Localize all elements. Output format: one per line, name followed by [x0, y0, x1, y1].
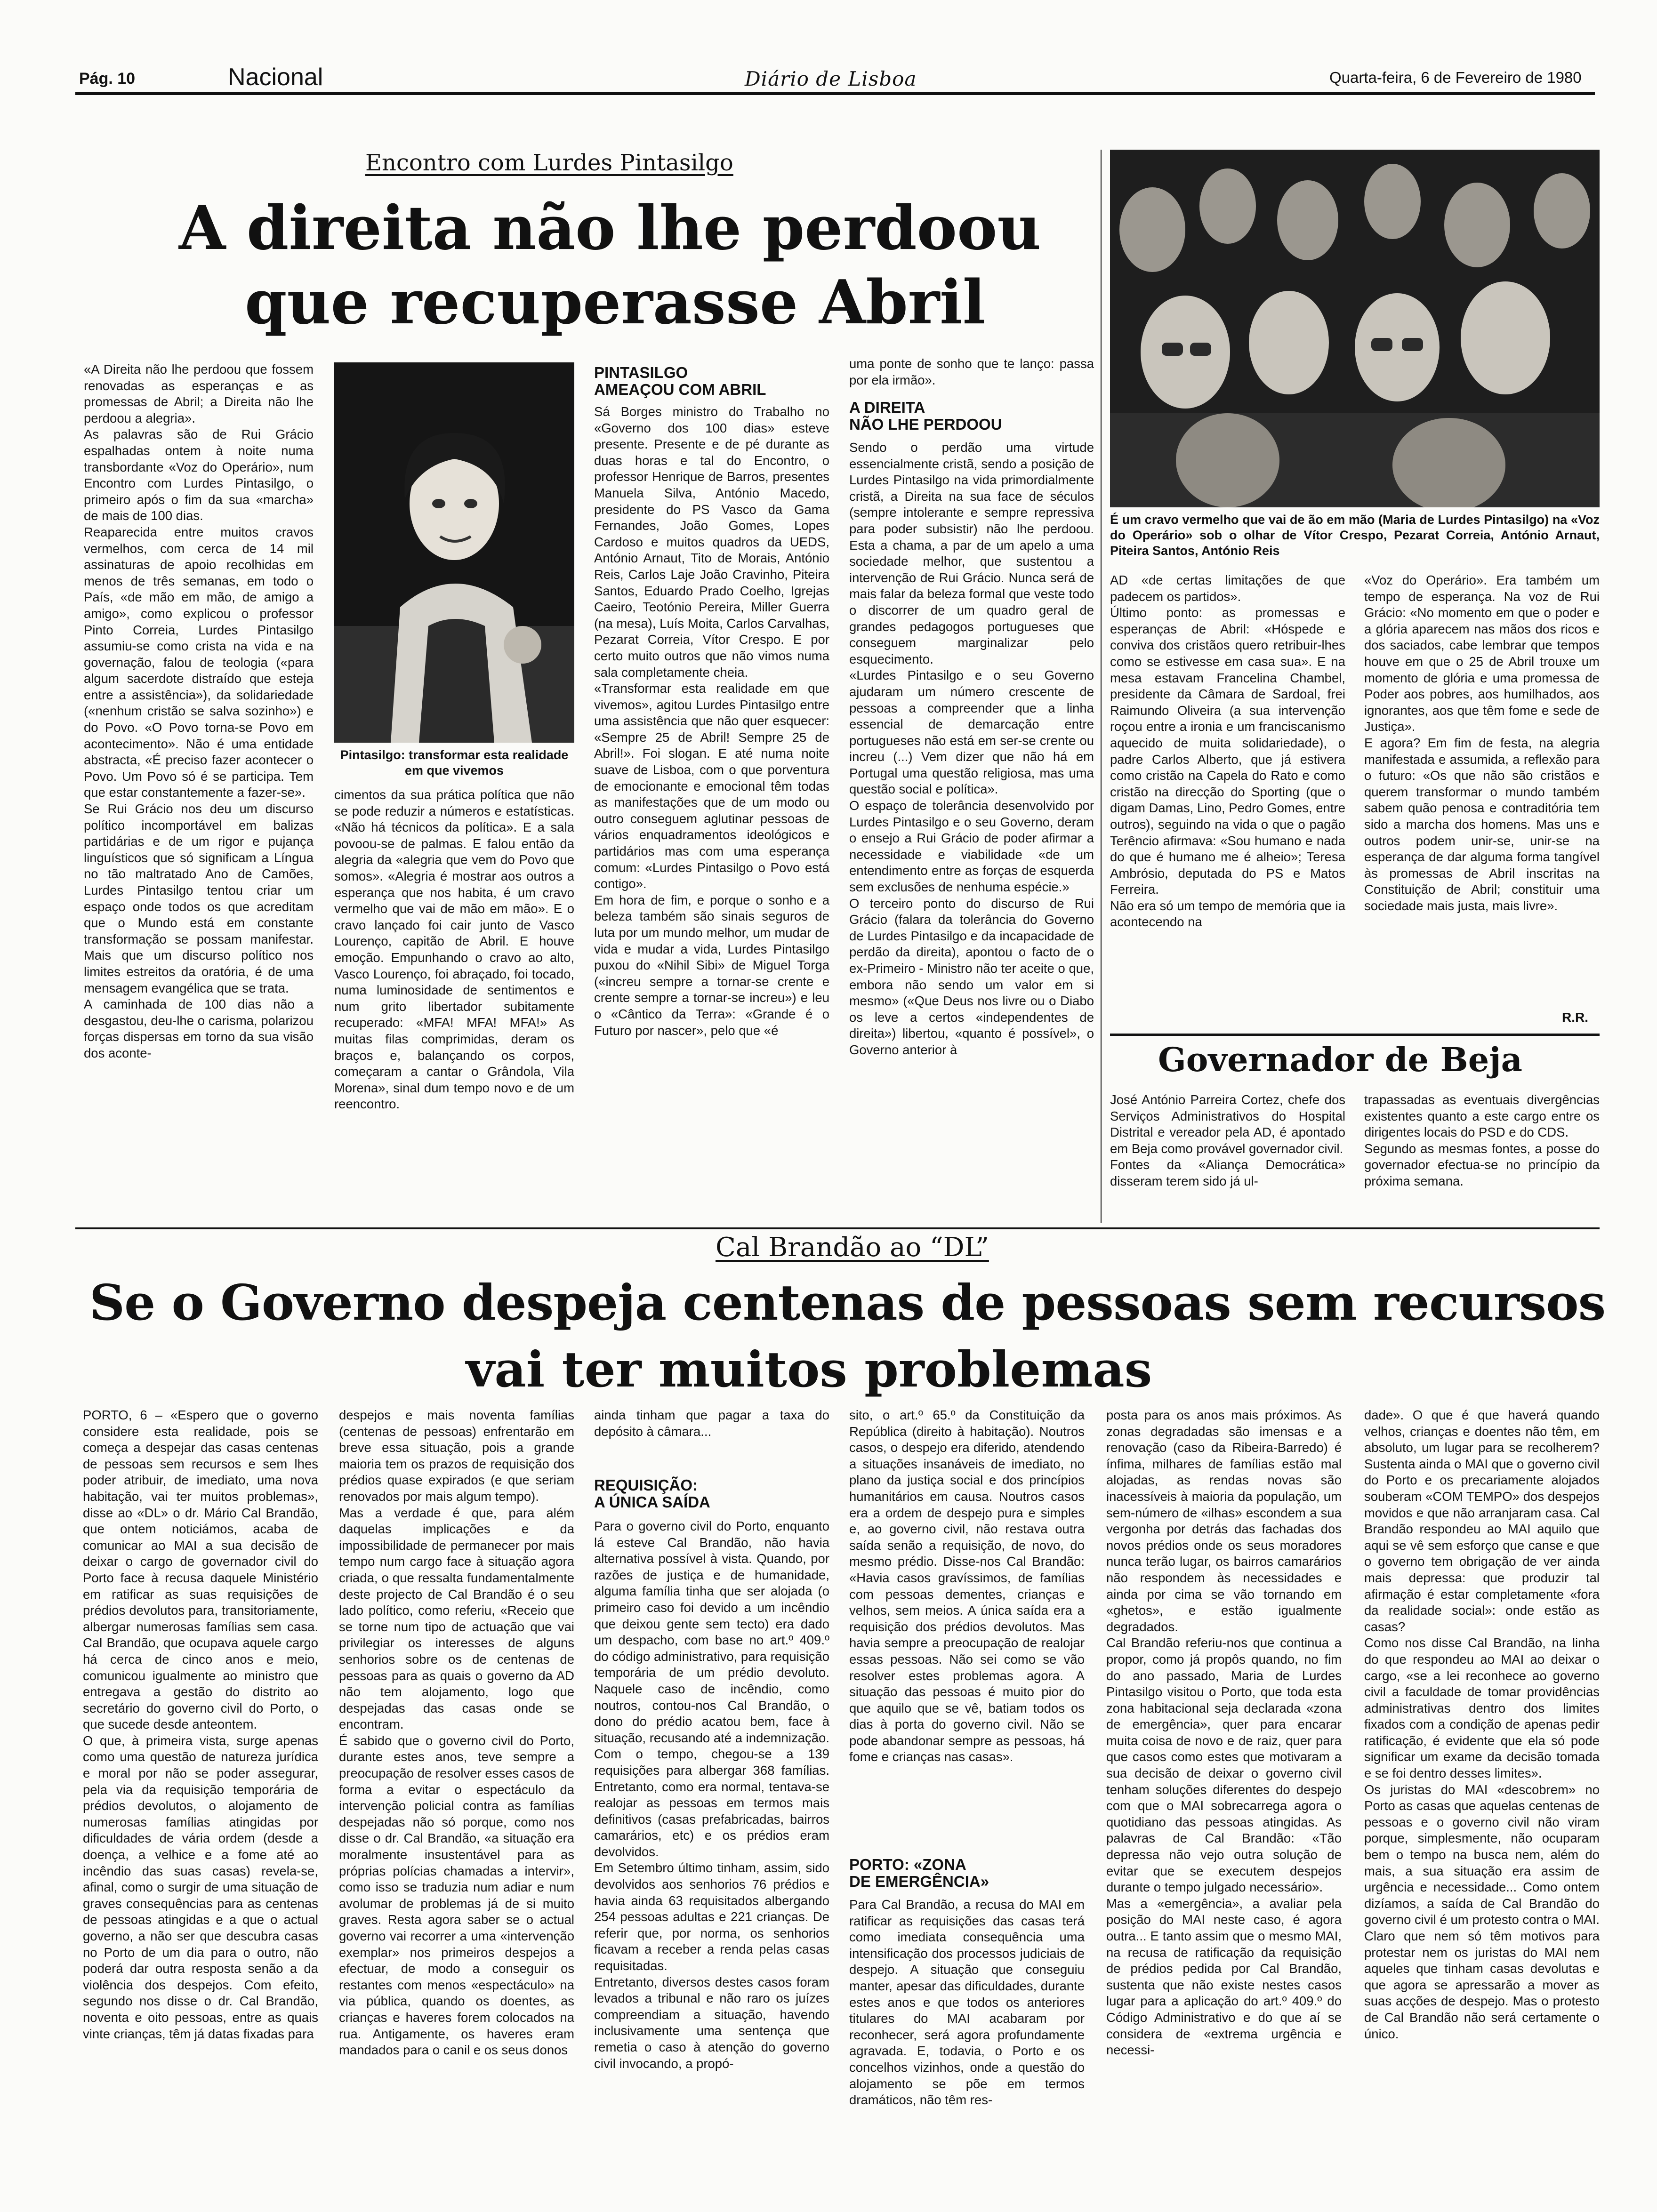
article3-column-3: Para o governo civil do Porto, enquanto lá esteve Cal Brandão, não havia alternativa possível à vista. Quando, por razões de justiça e de humanidade, alguma família tinha que ser alojada (o primeiro caso foi devido a um incêndio que deixou gente sem tecto) era dado um despacho, com base no art.º 409.º do código administrativo, para requisição temporária de um prédio devoluto. Naquele caso de incêndio, como noutros, contou-nos Cal Brandão, o dono do prédio acatou bem, face à situação, recusando até a indemnização. Com o tempo, chegou-se a 139 requisições para albergar 368 famílias. Entretanto, como era normal, tentava-se realojar as pessoas em termos mais definitivos (casas prefabricadas, bairros camarários, etc) e os prédios eram devolvidos. Em Setembro último tinham, assim, sido devolvidos aos senhorios 76 prédios e havia ainda 63 requisitados albergando 254 pessoas adultas e 221 crianças. De referir que, por norma, os senhorios ficavam a receber a renda pelas casas requisitadas. Entretanto, diversos destes casos foram levados a tribunal e não raro os juízes compreendiam a situação, havendo inclusivamente uma sentença que remetia o caso à atenção do governo civil invocando, a propó- — [594, 1519, 829, 2071]
crowd-photo-caption: É um cravo vermelho que vai de ão em mão (Maria de Lurdes Pintasilgo) na «Voz do Operário» sob o olhar de Vítor Crespo, Pezarat Correia, António Arnaut, Piteira Santos, António Reis — [1110, 513, 1600, 558]
crowd-figures — [1110, 150, 1600, 507]
article1-headline-line2: que recuperasse Abril — [245, 267, 986, 338]
article3-column-3-top: ainda tinham que pagar a taxa do depósito à câmara... — [594, 1408, 829, 1439]
masthead-rule — [75, 92, 1595, 95]
article1-column-5: AD «de certas limitações de que padecem os partidos». Último ponto: as promessas e esperanças de Abril: «Hóspede e conviva dos cristãos quero retribuir-lhes como se estivesse em casa sua». E na mesa estavam Francelina Chambel, presidente da Câmara de Sardoal, frei Raimundo Oliveira (a sua intervenção roçou entre a ironia e um franciscanismo aquecido de muita solidariedade), o padre Carlos Alberto, que já estivera como cristão na Capela do Rato e como cristão na direcção do Sporting (que o digam Damas, Lino, Pedro Gomes, entre outros), seguindo na vida o que o pagão Terêncio afirmava: «Sou humano e nada do que é humano me é alheio»; Teresa Ambrósio, deputada do PS e Matos Ferreira. Não era só um tempo de memória que ia acontecendo na — [1110, 573, 1345, 930]
article3-column-2: despejos e mais noventa famílias (centenas de pessoas) enfrentarão em breve essa situação, pois a grande maioria tem os prazos de requisição dos prédios quase expirados (e que seriam renovados por mais algum tempo). Mas a verdade é que, para além daquelas implicações e da impossibilidade de permanecer por mais tempo num cargo face à situação agora criada, o que ressalta fundamentalmente deste projecto de Cal Brandão é o seu lado político, como referiu, «Receio que se torne num tipo de actuação que vai privilegiar os interesses de alguns senhorios sobre os de centenas de pessoas para as quais o governo da AD não tem alojamento, logo que despejadas das casas onde se encontram. É sabido que o governo civil do Porto, durante estes anos, teve sempre a preocupação de resolver esses casos de forma a evitar o espectáculo da intervenção policial contra as famílias despejadas não só porque, como nos disse o dr. Cal Brandão, «a situação era moralmente insustentável para as próprias polícias chamadas a intervir», como isso se traduzia num adiar e num avolumar de problemas já de si muito graves. Resta agora saber se o actual governo vai recorrer a uma «intervenção exemplar» nos primeiros despejos a efectuar, de modo a conseguir os restantes com menos «espectáculo» na via pública, quando os doentes, as crianças e haveres forem colocados na rua. Antigamente, os haveres eram mandados para o canil e os seus donos — [339, 1408, 574, 2058]
newspaper-name: Diário de Lisboa — [745, 67, 917, 90]
issue-date: Quarta-feira, 6 de Fevereiro de 1980 — [1329, 69, 1582, 86]
page-number: Pág. 10 — [79, 70, 136, 88]
article1-subhead-pintasilgo: PINTASILGO AMEAÇOU COM ABRIL — [594, 364, 766, 398]
column-rule — [1110, 1034, 1600, 1036]
article1-kicker: Encontro com Lurdes Pintasilgo — [365, 150, 733, 176]
article1-headline-line1: A direita não lhe perdoou — [179, 193, 1041, 264]
crowd-photo — [1110, 150, 1600, 507]
article3-headline-line2: vai ter muitos problemas — [466, 1340, 1152, 1398]
article3-kicker: Cal Brandão ao “DL” — [716, 1232, 989, 1263]
article3-column-4: sito, o art.º 65.º da Constituição da República (direito à habitação). Noutros casos, o despejo era diferido, atendendo a situações insanáveis de imediato, no plano da justiça social e dos princípios humanitários em causa. Noutros casos era a ordem de despejo pura e simples e, ao governo civil, não restava outra saída senão a requisição, de novo, do mesmo prédio. Disse-nos Cal Brandão: «Havia casos gravíssimos, de famílias com pessoas dementes, crianças e velhos, sem meios. A única saída era a requisição dos prédios devolutos. Mas havia sempre a preocupação de realojar essas pessoas. Não sei como se vão resolver estes problemas agora. A situação das pessoas é muito pior do que aquilo que se vê, batiam todos os dias à porta do governo civil. Não se pode abandonar sempre as pessoas, há fome e crianças nas casas». — [849, 1408, 1085, 1764]
article2-headline: Governador de Beja — [1158, 1040, 1522, 1079]
article1-column-3: Sá Borges ministro do Trabalho no «Governo dos 100 dias» esteve presente. Presente e de pé durante as duas horas e tal do Encontro, o professor Henrique de Barros, presentes Manuela Silva, António Macedo, presidente do PS Vasco da Gama Fernandes, João Gomes, Lopes Cardoso e muitos quadros da UEDS, António Arnaut, Tito de Morais, António Reis, Carlos Laje João Cravinho, Piteira Santos, Eduardo Prado Coelho, Igrejas Caeiro, Teotónio Pereira, Miller Guerra (na mesa), Luís Moita, Carlos Carvalhas, Pezarat Correia, Vítor Crespo. E por certo muito outros que não vimos numa sala completamente cheia. «Transformar esta realidade em que vivemos», agitou Lurdes Pintasilgo entre uma assistência que não quer esquecer: «Sempre 25 de Abril! Sempre 25 de Abril!». Foi slogan. E até numa noite suave de Lisboa, com o que porventura de emocionante e emocional têm todas as manifestações que de um modo ou outro conseguem aglutinar pessoas de vários enquadramentos ideológicos e partidários mas com uma esperança comum: «Lurdes Pintasilgo o Povo está contigo». Em hora de fim, e porque o sonho e a beleza também são sinais seguros de luta por um mundo melhor, um mudar de vida e mudar a vida, Lurdes Pintasilgo puxou do «Nihil Sibi» de Miguel Torga («increu sempre a tornar-se crente e crente sempre a tornar-se increu») e leu o «Cântico da Terra»: «Grande é o Futuro por nascer», pelo que «é — [594, 404, 829, 1038]
pintasilgo-figure — [334, 362, 574, 743]
article3-column-4b: Para Cal Brandão, a recusa do MAI em ratificar as requisições das casas terá como imediata consequência uma intensificação dos processos judiciais de despejo. A situação que conseguiu manter, apesar das dificuldades, durante estes anos e que todos os anteriores titulares do MAI acabaram por reconhecer, será agora profundamente agravada. E, todavia, o Porto e os concelhos vizinhos, onde a questão do alojamento se põe em termos dramáticos, não têm res- — [849, 1897, 1085, 2108]
section-divider — [75, 1227, 1600, 1229]
article1-column-2: cimentos da sua prática política que não se pode reduzir a números e estatísticas. «Não há técnicos da política». E a sala povoou-se de palmas. E falou então da alegria da «alegria que vem do Povo que somos». «Alegria é mostrar aos outros a esperança que nos habita, é um cravo vermelho que vai de mão em mão». E o cravo lançado foi cair junto de Vasco Lourenço, capitão de Abril. E houve emoção. Empunhando o cravo ao alto, Vasco Lourenço, foi abraçado, foi tocado, numa luminosidade de sentimentos e num grito libertador subitamente recuperado: «MFA! MFA! MFA!» As muitas filas comprimidas, deram os braços e, balançando os corpos, começaram a cantar o Grândola, Vila Morena», sinal dum tempo novo e de um reencontro. — [334, 787, 574, 1112]
article3-subhead-requisicao: REQUISIÇÃO: A ÚNICA SAÍDA — [594, 1476, 710, 1511]
article1-column-1: «A Direita não lhe perdoou que fossem renovadas as esperanças e as promessas de Abril; a Direita não lhe perdoou a alegria». As palavras são de Rui Grácio espalhadas ontem à noite numa transbordante «Voz do Operário», num Encontro com Lurdes Pintasilgo, o primeiro após o fim da sua «marcha» de mais de 100 dias. Reaparecida entre muitos cravos vermelhos, com cerca de 14 mil assinaturas de apoio recolhidas em menos de três semanas, em todo o País, «de mão em mão, de amigo a amigo», como explicou o professor Pinto Correia, Lurdes Pintasilgo assumiu-se como crista na vida e na governação, falou de teologia («para algum sacerdote distraído que esteja entre a assistência»), da solidariedade («nenhum cristão se salva sozinho») e do Povo. «O Povo torna-se Povo em acontecimento». Não é uma entidade abstracta, «É preciso fazer acontecer o Povo. Um Povo só é se participa. Tem que estar constantemente a fazer-se». Se Rui Grácio nos deu um discurso político incomportável em balizas partidárias e de um rigor e pujança linguísticos que só significam a Língua no tão maltratado Ano de Camões, Lurdes Pintasilgo tentou criar um espaço onde todos os que acreditam que o Mundo está em constante transformação se possam manifestar. Mais que um discurso político nos limites estreitos da oratória, é de uma mensagem evangélica que se trata. A caminhada de 100 dias não a desgastou, deu-lhe o carisma, polarizou forças dispersas em torno da sua visão dos aconte- — [84, 362, 314, 1060]
section-name: Nacional — [228, 64, 323, 91]
article1-subhead-direita: A DIREITA NÃO LHE PERDOOU — [849, 399, 1002, 433]
article1-column-4: Sendo o perdão uma virtude essencialmente cristã, sendo a posição de Lurdes Pintasilgo na vida primordialmente cristã, a Direita na sua face de séculos (sempre intolerante e sempre repressiva para poder subsistir) não lhe perdoou. Esta a chama, a par de um apelo a uma sociedade melhor, que sustentou a intervenção de Rui Grácio. Nunca será de mais falar da beleza formal que veste todo o discorrer de um quadro geral de grandes pedagogos portugueses que conseguem marginalizar pelo esquecimento. «Lurdes Pintasilgo e o seu Governo ajudaram um número crescente de pessoas a compreender que a linha essencial de demarcação entre portugueses não está em ser-se crente ou increu (...) Vem dizer que não há em Portugal uma questão religiosa, mas uma questão social e política». O espaço de tolerância desenvolvido por Lurdes Pintasilgo e o seu Governo, deram o ensejo a Rui Grácio de poder afirmar a necessidade e viabilidade «de um entendimento entre as forças de esquerda sem exclusões de nenhuma espécie.» O terceiro ponto do discurso de Rui Grácio (falara da tolerância do Governo de Lurdes Pintasilgo e da incapacidade de perdão da direita), apontou o facto de o ex-Primeiro - Ministro não ter aceite o que, embora não sendo um valor em si mesmo» («Que Deus nos livre ou o Diabo os leve a certos «independentes de direita») libertou, «quanto é possível», o Governo anterior à — [849, 440, 1094, 1057]
article3-column-5: posta para os anos mais próximos. As zonas degradadas são imensas e a renovação (caso da Ribeira-Barredo) é ínfima, milhares de famílias estão mal alojadas, as rendas novas são inacessíveis à maioria da população, um sem-número de «ilhas» escondem a sua vergonha por detrás das fachadas dos novos prédios onde os seus moradores nunca terão lugar, os bairros camarários não respondem às necessidades e ainda por cima se vão tornando em «ghetos», e estão igualmente degradados. Cal Brandão referiu-nos que continua a propor, como já propôs quando, no fim do ano passado, Maria de Lurdes Pintasilgo visitou o Porto, que toda esta zona habitacional seja declarada «zona de emergência», quer para encarar muita coisa de novo e de raiz, quer para que casos como estes que motivaram a sua decisão de deixar o governo civil tenham soluções diferentes do despejo com que o MAI sobrecarrega agora o quotidiano das pessoas atingidas. As palavras de Cal Brandão: «Tão depressa não vejo outra solução de evitar que se executem despejos durante o tempo julgado necessário». Mas a «emergência», a avaliar pela posição do MAI neste caso, é agora outra... E tanto assim que o mesmo MAI, na recusa de ratificação da requisição de prédios pedida por Cal Brandão, sustenta que não existe nestes casos lugar para a aplicação do art.º 409.º do Código Administrativo e do que aí se considera de «extrema urgência e necessi- — [1106, 1408, 1342, 2058]
article3-subhead-porto: PORTO: «ZONA DE EMERGÊNCIA» — [849, 1856, 989, 1890]
article2-column-2: trapassadas as eventuais divergências existentes quanto a este cargo entre os dirigentes locais do PSD e do CDS. Segundo as mesmas fontes, a posse do governador efectua-se no princípio da próxima semana. — [1364, 1092, 1600, 1188]
article3-column-6: dade». O que é que haverá quando velhos, crianças e doentes não têm, em absoluto, um lugar para se recolherem? Sustenta ainda o MAI que o governo civil do Porto e os precariamente alojados souberam «COM TEMPO» dos despejos movidos e que não arranjaram casa. Cal Brandão respondeu ao MAI aquilo que aqui se vê sem esforço que canse e que o governo tem obrigação de ver ainda mais depressa: que produzir tal afirmação é estar completamente «fora da realidade social»: onde estão as casas? Como nos disse Cal Brandão, na linha do que respondeu ao MAI ao deixar o cargo, «se a lei reconhece ao governo civil a faculdade de tomar providências administrativas dentro dos limites fixados com a condição de apenas pedir ratificação, é evidente que ela só pode significar um exame da decisão tomada e se foi dentro desses limites». Os juristas do MAI «descobrem» no Porto as casas que aquelas centenas de pessoas e o governo civil não viram porque, simplesmente, não ocuparam bem o tempo na busca nem, além do mais, a sua situação era assim de urgência e necessidade... Como ontem dizíamos, a saída de Cal Brandão do governo civil é um protesto contra o MAI. Claro que nem só têm motivos para protestar nem os juristas do MAI nem aqueles que tinham casas devolutas e que agora se apressarão a mover as suas acções de despejo. Mas o protesto de Cal Brandão não será certamente o único. — [1364, 1408, 1600, 2041]
article1-column-4-top: uma ponte de sonho que te lanço: passa por ela irmão». — [849, 356, 1094, 387]
article2-column-1: José António Parreira Cortez, chefe dos Serviços Administrativos do Hospital Distrital e vereador pela AD, é apontado em Beja como provável governador civil. Fontes da «Aliança Democrática» disseram terem sido já ul- — [1110, 1092, 1345, 1188]
pintasilgo-photo — [334, 362, 574, 743]
article1-signature: R.R. — [1562, 1010, 1588, 1025]
article1-column-6: «Voz do Operário». Era também um tempo de esperança. Na voz de Rui Grácio: «No momento em que o poder e a glória aparecem nas mãos dos ricos e dos saciados, cabe lembrar que tempos houve em que o 25 de Abril trouxe um momento de glória e uma promessa de Poder aos pobres, aos humilhados, aos ignorantes, aos que têm fome e sede de Justiça». E agora? Em fim de festa, na alegria manifestada e assumida, a reflexão para o futuro: «Os que não são cristãos e querem transformar o mundo também sabem quão penosa e contraditória tem sido a marcha dos homens. Mas uns e outros podem unir-se, unir-se na esperança de dar alguma forma tangível às promessas de Abril inscritas na Constituição de Abril; constituir uma sociedade mais justa, mais livre». — [1364, 573, 1600, 913]
article3-column-1: PORTO, 6 – «Espero que o governo considere esta realidade, pois se começa a despejar das casas centenas de pessoas sem recursos e sem lhes poder atribuir, de imediato, uma nova habitação, vai ter muitos problemas», disse ao «DL» o dr. Mário Cal Brandão, que ontem noticiámos, acaba de comunicar ao MAI a sua decisão de deixar o cargo de governador civil do Porto face à recusa daquele Ministério em ratificar as suas requisições de prédios devolutos para, transitoriamente, albergar numerosas famílias sem casa. Cal Brandão, que ocupava aquele cargo há cerca de cinco anos e meio, comunicou igualmente ao ministro que entregava a gestão do distrito ao secretário do governo civil do Porto, o que sucede desde anteontem. O que, à primeira vista, surge apenas como uma questão de natureza jurídica e moral por não se poder assegurar, pela via da requisição temporária de prédios devolutos, o alojamento de numerosas famílias atingidas por dificuldades de vária ordem (desde a doença, a velhice e a fome até ao incêndio das suas casas) revela-se, afinal, como o surgir de uma situação de graves consequências para as centenas de pessoas atingidas e a que o actual governo, a não ser que descubra casas no Porto de um dia para o outro, não poderá dar outra resposta senão a da violência dos despejos. Com efeito, segundo nos disse o dr. Cal Brandão, noventa e oito pessoas, entre as quais vinte crianças, têm já datas fixadas para — [83, 1408, 318, 2041]
column-rule — [1101, 150, 1102, 1223]
article3-headline-line1: Se o Governo despeja centenas de pessoas sem recursos — [89, 1274, 1606, 1331]
pintasilgo-photo-caption: Pintasilgo: transformar esta realidade em que vivemos — [340, 748, 569, 777]
